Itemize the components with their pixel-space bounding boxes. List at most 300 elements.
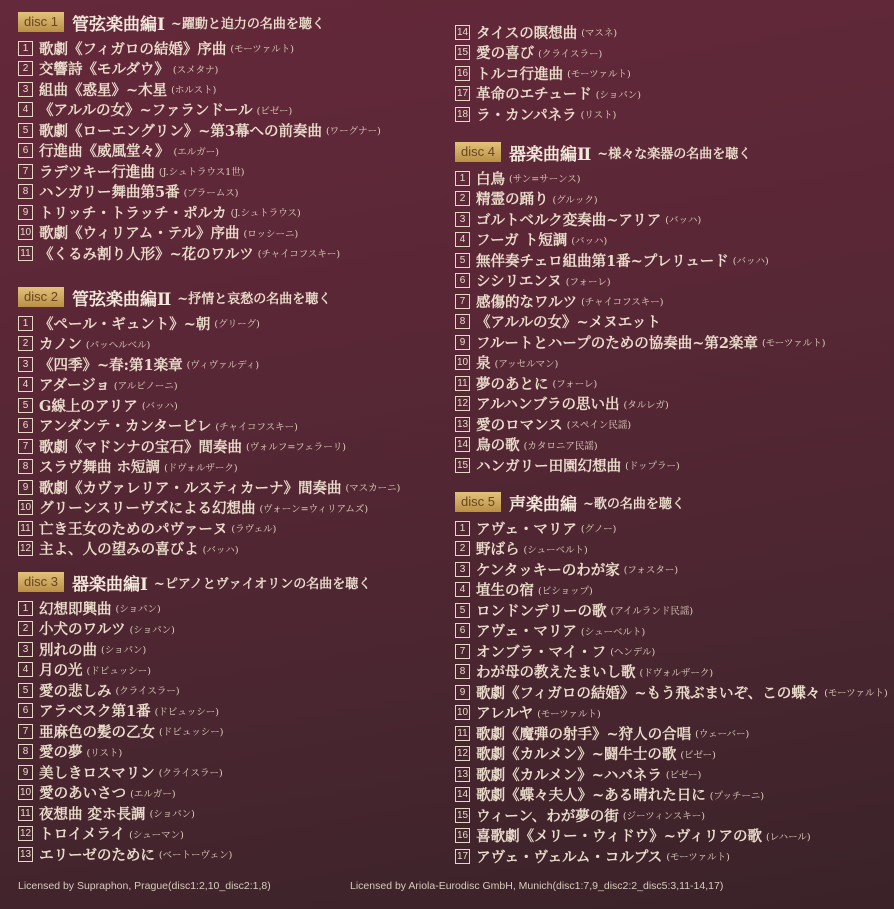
track-composer: (ベートーヴェン) <box>158 850 233 862</box>
track-composer: (マスカーニ) <box>345 483 401 495</box>
track-title: 歌劇《カヴァレリア・ルスティカーナ》間奏曲 <box>39 479 342 497</box>
track-row <box>455 209 826 230</box>
track-number: 11 <box>455 726 470 741</box>
track-composer: (ヴィヴァルディ) <box>186 360 260 372</box>
track-composer: (フォーレ) <box>565 276 611 288</box>
track-composer: (ビゼー) <box>256 105 293 117</box>
disc-badge: disc 3 <box>18 572 64 592</box>
track-title: スラヴ舞曲 ホ短調 <box>39 459 161 477</box>
track-composer: (チャイコフスキー) <box>215 421 298 433</box>
track-composer: (クライスラー) <box>115 686 180 698</box>
disc-header <box>18 11 381 33</box>
track-number: 2 <box>18 336 33 351</box>
track-title: シシリエンヌ <box>476 273 562 291</box>
track-composer: (バッハ) <box>665 215 702 227</box>
track-title: ケンタッキーのわが家 <box>476 561 620 579</box>
track-title: 歌劇《ウィリアム・テル》序曲 <box>39 225 240 243</box>
track-number: 15 <box>457 47 469 59</box>
track-composer: (ビゼー) <box>680 749 716 761</box>
track-row <box>18 477 400 498</box>
track-row <box>455 662 888 683</box>
track-number: 14 <box>457 439 469 451</box>
disc-badge: disc 2 <box>18 287 64 307</box>
track-composer: (アルビノーニ) <box>113 380 178 392</box>
track-title: トリッチ・トラッチ・ポルカ <box>39 204 227 222</box>
disc-title: 器楽曲編Ⅱ <box>508 144 592 165</box>
track-number: 5 <box>455 253 470 268</box>
track-title: ラデツキー行進曲 <box>39 163 155 181</box>
disc-subtitle: ~様々な楽器の名曲を聴く <box>597 146 752 162</box>
track-number: 13 <box>457 418 469 430</box>
track-number: 6 <box>455 273 470 288</box>
track-number: 3 <box>18 357 33 372</box>
track-number: 10 <box>457 707 469 719</box>
track-title: タイスの瞑想曲 <box>476 24 578 42</box>
track-title: 歌劇《カルメン》~ハバネラ <box>476 766 662 784</box>
track-title: 《四季》~春:第1楽章 <box>39 356 183 374</box>
track-row <box>455 641 888 662</box>
track-number: 2 <box>455 191 470 206</box>
track-title: 歌劇《魔弾の射手》~狩人の合唱 <box>476 725 692 743</box>
track-title: 亡き王女のためのパヴァーヌ <box>39 520 228 538</box>
track-composer: (ドビュッシー) <box>86 665 151 677</box>
track-row <box>455 63 641 84</box>
track-row <box>18 619 371 640</box>
track-composer: (カタロニア民謡) <box>523 440 598 452</box>
track-number: 2 <box>455 541 470 556</box>
track-row <box>18 639 371 660</box>
track-composer: (ロッシーニ) <box>243 228 299 240</box>
track-number: 3 <box>18 82 33 97</box>
track-composer: (アイルランド民謡) <box>610 606 694 618</box>
track-number: 1 <box>18 41 33 56</box>
disc-badge: disc 5 <box>455 492 501 512</box>
track-title: 《ペール・ギュント》~朝 <box>39 315 211 333</box>
license-supraphon: Licensed by Supraphon, Prague(disc1:2,10_disc2:1,8) <box>18 880 271 892</box>
track-composer: (ショパン) <box>129 624 175 636</box>
track-number: 9 <box>18 765 33 780</box>
track-title: 愛の悲しみ <box>39 682 112 700</box>
track-number: 2 <box>18 621 33 636</box>
track-composer: (J.シュトラウス) <box>230 208 301 220</box>
track-title: エリーゼのために <box>39 846 155 864</box>
track-title: 無伴奏チェロ組曲第1番~プレリュード <box>476 252 729 270</box>
track-row <box>18 223 381 244</box>
track-number: 3 <box>455 212 470 227</box>
track-composer: (フォーレ) <box>552 379 598 391</box>
track-composer: (ウェーバー) <box>695 729 750 741</box>
track-row <box>18 701 371 722</box>
disc-header <box>18 571 371 593</box>
disc-header <box>455 141 826 163</box>
track-row <box>18 783 371 804</box>
track-row <box>455 312 826 333</box>
disc-title: 管弦楽曲編Ⅰ <box>71 14 165 35</box>
track-title: 亜麻色の髪の乙女 <box>39 723 155 741</box>
track-title: 歌劇《フィガロの結婚》序曲 <box>39 40 227 58</box>
track-row <box>18 313 400 334</box>
track-number: 16 <box>457 67 469 79</box>
track-row <box>18 539 400 560</box>
track-number: 2 <box>18 61 33 76</box>
track-number: 17 <box>457 88 469 100</box>
track-row <box>455 373 826 394</box>
track-number: 1 <box>18 601 33 616</box>
track-composer: (エルガー) <box>173 146 219 158</box>
track-composer: (プッチーニ) <box>709 790 765 802</box>
track-composer: (マスネ) <box>581 28 618 40</box>
track-row <box>455 826 888 847</box>
track-row <box>455 168 826 189</box>
track-composer: (シューベルト) <box>580 626 646 638</box>
track-composer: (ショパン) <box>101 645 147 657</box>
track-row <box>455 435 826 456</box>
track-number: 13 <box>457 768 469 780</box>
track-row <box>18 354 400 375</box>
track-title: 白鳥 <box>476 170 505 188</box>
track-composer: (ショパン) <box>595 89 641 101</box>
track-title: フルートとハープのための協奏曲~第2楽章 <box>476 334 758 352</box>
track-title: 喜歌劇《メリー・ウィドウ》~ヴィリアの歌 <box>476 828 763 846</box>
disc-title: 声楽曲編 <box>508 494 577 515</box>
disc-4-section <box>455 141 826 476</box>
track-title: フーガ ト短調 <box>476 232 568 250</box>
track-row <box>455 414 826 435</box>
disc-subtitle: ~歌の名曲を聴く <box>582 496 685 512</box>
disc-header <box>18 286 400 308</box>
track-row <box>18 598 371 619</box>
track-number: 15 <box>457 459 469 471</box>
track-number: 14 <box>457 26 469 38</box>
track-composer: (ドヴォルザーク) <box>164 462 238 474</box>
track-number: 4 <box>18 662 33 677</box>
track-number: 10 <box>457 357 469 369</box>
track-number: 8 <box>455 664 470 679</box>
track-title: アダージョ <box>39 377 110 395</box>
track-title: 《アルルの女》~メヌエット <box>476 314 661 332</box>
track-number: 6 <box>18 143 33 158</box>
track-row <box>455 291 826 312</box>
track-title: ラ・カンパネラ <box>476 106 577 124</box>
track-composer: (クライスラー) <box>158 768 223 780</box>
track-title: 埴生の宿 <box>476 582 534 600</box>
track-row <box>455 271 826 292</box>
track-composer: (バッハ) <box>202 544 239 556</box>
track-row <box>455 189 826 210</box>
track-row <box>18 762 371 783</box>
track-title: わが母の教えたまいし歌 <box>476 664 636 682</box>
track-title: グリーンスリーヴズによる幻想曲 <box>39 500 256 518</box>
track-number: 11 <box>18 806 33 821</box>
track-composer: (ヴォルフ=フェラーリ) <box>246 442 347 454</box>
track-title: ハンガリー舞曲第5番 <box>39 184 180 202</box>
track-title: アンダンテ・カンタービレ <box>39 418 212 436</box>
track-row <box>455 394 826 415</box>
track-row <box>18 141 381 162</box>
track-composer: (ホルスト) <box>171 85 217 97</box>
track-row <box>18 680 371 701</box>
track-number: 10 <box>20 502 32 514</box>
track-title: ウィーン、わが夢の街 <box>476 807 619 825</box>
track-number: 9 <box>455 685 470 700</box>
track-row <box>18 824 371 845</box>
track-title: 精霊の踊り <box>476 191 549 209</box>
track-composer: (ヴォーン=ウィリアムズ) <box>259 503 369 515</box>
disc-2-section <box>18 286 400 559</box>
track-row <box>455 539 888 560</box>
track-number: 4 <box>455 232 470 247</box>
track-row <box>18 100 381 121</box>
track-row <box>455 22 641 43</box>
track-title: アルハンブラの思い出 <box>476 396 620 414</box>
track-row <box>18 457 400 478</box>
track-title: アラベスク第1番 <box>39 703 151 721</box>
track-title: 歌劇《マドンナの宝石》間奏曲 <box>39 438 242 456</box>
track-title: 小犬のワルツ <box>39 621 126 639</box>
disc-subtitle: ~ピアノとヴァイオリンの名曲を聴く <box>153 576 372 592</box>
track-row <box>18 38 381 59</box>
track-row <box>18 182 381 203</box>
track-composer: (バッハ) <box>732 256 769 268</box>
track-composer: (バッハ) <box>141 401 178 413</box>
track-title: 美しきロスマリン <box>39 764 155 782</box>
track-number: 5 <box>18 123 33 138</box>
track-title: 組曲《惑星》~木星 <box>39 81 168 99</box>
track-number: 18 <box>457 108 469 120</box>
track-title: オンブラ・マイ・フ <box>476 643 607 661</box>
disc-badge: disc 1 <box>18 12 64 32</box>
track-title: アヴェ・マリア <box>476 623 577 641</box>
track-composer: (チャイコフスキー) <box>257 249 341 261</box>
disc-badge: disc 4 <box>455 142 501 162</box>
track-composer: (サン=サーンス) <box>509 174 581 186</box>
track-number: 5 <box>18 398 33 413</box>
track-number: 10 <box>20 227 32 239</box>
track-title: 《アルルの女》~ファランドール <box>39 102 253 120</box>
track-composer: (ワーグナー) <box>325 126 381 138</box>
track-row <box>18 334 400 355</box>
track-composer: (ドビュッシー) <box>154 706 220 718</box>
track-row <box>455 703 888 724</box>
track-row <box>455 250 826 271</box>
track-title: 《くるみ割り人形》~花のワルツ <box>39 245 254 263</box>
track-row <box>455 332 826 353</box>
track-number: 6 <box>455 623 470 638</box>
disc-5-section <box>455 491 888 867</box>
track-title: 愛のあいさつ <box>39 785 127 803</box>
track-title: 愛の夢 <box>39 744 83 762</box>
track-title: カノン <box>39 336 82 354</box>
track-row <box>18 202 381 223</box>
disc-3-continued-section <box>455 22 641 125</box>
track-row <box>18 742 371 763</box>
track-row <box>18 416 400 437</box>
track-title: 愛のロマンス <box>476 416 563 434</box>
track-row <box>455 455 826 476</box>
track-composer: (フォスター) <box>623 565 679 577</box>
track-title: ゴルトベルク変奏曲~アリア <box>476 211 662 229</box>
track-number: 5 <box>455 603 470 618</box>
track-number: 12 <box>20 543 32 555</box>
track-number: 9 <box>18 205 33 220</box>
track-composer: (アッセルマン) <box>494 358 559 370</box>
track-number: 12 <box>457 748 469 760</box>
license-ariola: Licensed by Ariola-Eurodisc GmbH, Munich(disc1:7,9_disc2:2_disc5:3,11-14,17) <box>350 880 724 892</box>
track-composer: (ビショップ) <box>538 585 593 597</box>
track-composer: (モーツァルト) <box>567 69 631 81</box>
track-composer: (モーツァルト) <box>761 338 826 350</box>
track-title: アヴェ・ヴェルム・コルプス <box>476 848 663 866</box>
track-number: 11 <box>455 376 470 391</box>
track-row <box>18 518 400 539</box>
track-title: 夢のあとに <box>476 375 549 393</box>
track-number: 17 <box>457 850 469 862</box>
track-title: 感傷的なワルツ <box>476 293 578 311</box>
track-number: 4 <box>18 377 33 392</box>
track-title: トロイメライ <box>39 826 126 844</box>
track-composer: (ドヴォルザーク) <box>639 667 714 679</box>
track-composer: (ビゼー) <box>665 770 702 782</box>
track-title: ハンガリー田園幻想曲 <box>476 457 622 475</box>
track-number: 11 <box>18 521 33 536</box>
track-row <box>18 375 400 396</box>
track-title: 行進曲《威風堂々》 <box>39 143 170 161</box>
track-number: 12 <box>20 828 32 840</box>
track-title: 革命のエチュード <box>476 86 592 104</box>
track-composer: (グルック) <box>552 194 598 206</box>
track-number: 4 <box>18 102 33 117</box>
track-number: 1 <box>455 521 470 536</box>
track-number: 1 <box>455 171 470 186</box>
track-title: 交響詩《モルダウ》 <box>39 61 169 79</box>
track-number: 7 <box>18 164 33 179</box>
track-composer: (ブラームス) <box>183 187 239 199</box>
track-row <box>455 518 888 539</box>
track-number: 8 <box>455 314 470 329</box>
track-composer: (グリーグ) <box>214 319 260 331</box>
track-row <box>18 436 400 457</box>
track-row <box>18 395 400 416</box>
track-composer: (ヘンデル) <box>610 647 656 659</box>
track-composer: (リスト) <box>86 747 123 759</box>
track-row <box>455 580 888 601</box>
track-title: 歌劇《カルメン》~闘牛士の歌 <box>476 746 677 764</box>
track-title: 月の光 <box>39 662 83 680</box>
track-number: 13 <box>20 848 32 860</box>
track-number: 8 <box>18 744 33 759</box>
track-composer: (クライスラー) <box>538 48 603 60</box>
track-composer: (ドップラー) <box>625 461 680 473</box>
track-title: 夜想曲 変ホ長調 <box>39 805 146 823</box>
track-number: 7 <box>455 644 470 659</box>
track-title: アヴェ・マリア <box>476 520 577 538</box>
track-row <box>18 59 381 80</box>
disc-3-section <box>18 571 371 865</box>
track-composer: (スペイン民謡) <box>566 420 632 432</box>
track-row <box>18 844 371 865</box>
track-number: 9 <box>455 335 470 350</box>
track-title: 歌劇《フィガロの結婚》~もう飛ぶまいぞ、この蝶々 <box>476 684 821 702</box>
disc-subtitle: ~抒情と哀愁の名曲を聴く <box>177 291 332 307</box>
track-composer: (ショパン) <box>115 604 161 616</box>
track-number: 1 <box>18 316 33 331</box>
track-title: 別れの曲 <box>39 641 97 659</box>
track-row <box>455 785 888 806</box>
track-composer: (ショパン) <box>149 809 195 821</box>
track-composer: (パッヘルベル) <box>85 339 151 351</box>
track-title: 野ばら <box>476 541 520 559</box>
track-number: 4 <box>455 582 470 597</box>
disc-subtitle: ~躍動と迫力の名曲を聴く <box>170 16 325 32</box>
track-row <box>18 803 371 824</box>
disc-header <box>455 491 888 513</box>
track-number: 3 <box>18 642 33 657</box>
track-row <box>18 161 381 182</box>
track-composer: (ラヴェル) <box>231 524 277 536</box>
track-composer: (ドビュッシー) <box>159 727 224 739</box>
disc-title: 管弦楽曲編Ⅱ <box>71 289 172 310</box>
track-composer: (モーツァルト) <box>824 688 888 700</box>
track-number: 8 <box>18 184 33 199</box>
track-title: 歌劇《蝶々夫人》~ある晴れた日に <box>476 787 706 805</box>
track-number: 16 <box>457 830 469 842</box>
track-title: G線上のアリア <box>39 397 138 415</box>
track-composer: (スメタナ) <box>172 64 219 76</box>
track-number: 6 <box>18 703 33 718</box>
track-row <box>455 84 641 105</box>
disc-title: 器楽曲編Ⅰ <box>71 574 148 595</box>
track-composer: (エルガー) <box>130 788 176 800</box>
track-row <box>455 846 888 867</box>
track-row <box>18 120 381 141</box>
track-title: 愛の喜び <box>476 45 535 63</box>
track-composer: (モーツァルト) <box>537 708 601 720</box>
track-composer: (チャイコフスキー) <box>581 297 664 309</box>
track-title: ロンドンデリーの歌 <box>476 602 607 620</box>
track-composer: (モーツァルト) <box>666 852 730 864</box>
track-row <box>455 104 641 125</box>
track-number: 7 <box>455 294 470 309</box>
track-composer: (シューマン) <box>129 829 184 841</box>
track-row <box>18 721 371 742</box>
track-row <box>455 43 641 64</box>
track-row <box>455 805 888 826</box>
track-title: 歌劇《ローエングリン》~第3幕への前奏曲 <box>39 122 322 140</box>
track-composer: (ジーツィンスキー) <box>622 811 705 823</box>
track-row <box>18 79 381 100</box>
track-row <box>455 764 888 785</box>
track-row <box>455 682 888 703</box>
track-row <box>455 230 826 251</box>
track-number: 8 <box>18 459 33 474</box>
track-title: アレルヤ <box>476 705 534 723</box>
track-composer: (シューベルト) <box>523 544 588 556</box>
track-number: 3 <box>455 562 470 577</box>
track-composer: (リスト) <box>580 110 617 122</box>
track-row <box>455 559 888 580</box>
track-row <box>18 660 371 681</box>
track-number: 7 <box>18 724 33 739</box>
track-number: 6 <box>18 418 33 433</box>
track-number: 7 <box>18 439 33 454</box>
track-title: 主よ、人の望みの喜びよ <box>39 541 199 559</box>
track-title: 幻想即興曲 <box>39 600 112 618</box>
track-number: 11 <box>18 246 33 261</box>
track-title: 泉 <box>476 355 491 373</box>
track-row <box>455 723 888 744</box>
track-number: 10 <box>20 787 32 799</box>
track-composer: (グノー) <box>580 524 617 536</box>
